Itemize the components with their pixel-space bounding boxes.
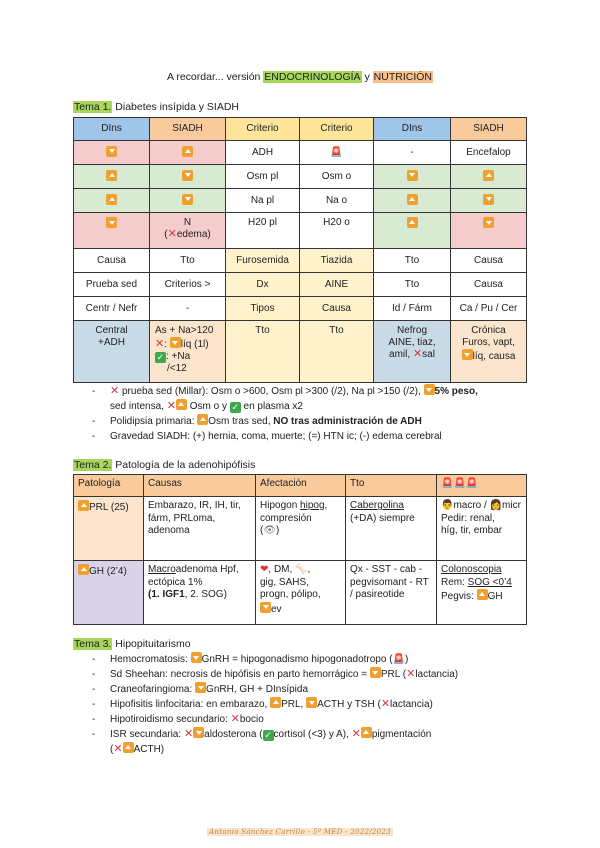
table-header-row [74,475,527,497]
cell-text: (1. IGF1 [148,589,185,600]
cell [74,561,144,625]
cell [150,165,226,189]
cell: H20 o [300,213,374,249]
item-text: GnRH = hipogonadismo hipogonadotropo ( [201,654,393,665]
down-arrow-icon [193,727,204,738]
cell: - [374,141,451,165]
cell [74,141,150,165]
tema3-heading [73,638,191,650]
cell-text: Pegvis: [441,591,477,602]
down-arrow-icon [483,217,494,228]
up-arrow-icon [106,194,117,205]
cell [256,497,346,561]
down-arrow-icon [370,667,381,678]
cell-text: Central [95,325,128,336]
cell-text: Nefrog [396,325,427,336]
cross-icon: ✕ [412,348,423,360]
item-text: Hipofisitis linfocitaria: en embarazo, [110,699,271,710]
cell: AINE [300,273,374,297]
cell-text: +ADH [98,337,125,348]
up-arrow-icon [361,727,372,738]
up-arrow-icon [270,697,281,708]
item-text: PRL ( [380,669,407,680]
up-arrow-icon [483,170,494,181]
cell-text: progn, pólipo, [260,589,321,600]
tema2-title: Patología de la adenohipófisis [112,459,256,471]
footer-credit [0,826,600,837]
item-text: ISR secundaria: [110,729,184,740]
cell-text: Macro [148,564,176,575]
cell-text: ( [260,525,264,536]
cell-text: Furos, vapt, [462,337,515,348]
cell: Tto [150,249,226,273]
table-row [74,297,527,321]
cell-text: ) [276,525,280,536]
item-text: GnRH, GH + DInsípida [206,684,309,695]
cell-text: /<12 [167,363,187,374]
cell-text: : [164,339,170,350]
up-arrow-icon [407,194,418,205]
up-arrow-icon [123,742,134,753]
tema1-title: Diabetes insípida y SIADH [112,101,240,113]
note-text: en plasma x2 [240,401,303,412]
item-text: lactancia) [415,669,459,680]
cell-text: sal [422,349,435,360]
table-row [74,497,527,561]
cell [150,321,226,383]
cell: Encefalop [451,141,527,165]
list-item [92,384,532,414]
table-row [74,249,527,273]
cross-icon: ✕ [113,743,123,755]
cell-text: N [183,217,192,228]
cell: Osm o [300,165,374,189]
cell [374,189,451,213]
note-text: Osm o y [186,401,230,412]
down-arrow-icon [260,602,271,613]
item-text: PRL, [281,699,307,710]
cell [374,213,451,249]
cross-icon: ✕ [110,385,120,397]
cell-text: Pedir: renal, [441,512,495,524]
check-icon: ✓ [264,730,272,740]
down-arrow-icon [424,384,435,395]
item-text: Hipotiroidismo secundario: [110,714,231,725]
footer-text: Antonio Sánchez Carrillo - 5º MED - 2022/2023 [209,828,391,836]
tema3-list [92,652,532,757]
cell-text: : +Na [166,351,191,362]
cell: ADH [226,141,300,165]
header-afectacion: Afectación [256,475,346,497]
cell-text: hipog [300,500,325,511]
cell: Tto [300,321,374,383]
tema1-heading [73,101,239,113]
cell-text: SOG <0’4 [467,576,512,588]
note-text: 5% peso, [434,386,478,397]
cell [374,321,451,383]
header-criterio: Criterio [300,118,374,141]
cross-icon: ✕ [167,228,177,240]
cell: Qx - SST - cab - pegvisomant - RT / pasireotide [346,561,437,625]
cell-text: ( [164,229,168,240]
item-text: aldosterona ( [204,729,263,740]
up-arrow-icon [176,399,187,410]
tema1-table [73,117,527,383]
cell-text: híg, tir, embar [441,525,503,536]
cell-text: macro / [453,500,490,511]
up-arrow-icon [477,589,488,600]
down-arrow-icon [195,682,206,693]
up-arrow-icon [182,146,193,157]
cell-text: AINE, tiaz, [388,337,436,348]
cell [74,321,150,383]
cell [150,189,226,213]
tema2-heading [73,459,255,471]
cell: Na o [300,189,374,213]
cell-text: Hipogon [260,500,301,511]
cell [451,213,527,249]
down-arrow-icon [462,349,473,360]
down-arrow-icon [106,146,117,157]
cell: Tto [374,273,451,297]
cross-icon: ✕ [230,713,240,725]
cross-icon: ✕ [380,698,391,710]
cell: Furosemida [226,249,300,273]
down-arrow-icon [106,217,117,228]
cell: Causa [300,297,374,321]
item-text: lactancia) [390,699,433,710]
list-item [92,727,532,757]
cell [144,561,256,625]
cell-text: , [307,564,311,575]
cell: Osm pl [226,165,300,189]
cross-icon: ✕ [166,400,176,412]
up-arrow-icon [78,500,89,511]
tema1-notes [92,384,532,444]
note-text: sed intensa, [110,401,167,412]
cell [374,165,451,189]
cell [74,497,144,561]
item-text: ( [110,744,114,755]
cell: Ca / Pu / Cer [451,297,527,321]
cross-icon: ✕ [351,728,361,740]
item-text: cortisol (<3) y A), [273,729,352,740]
up-arrow-icon [407,217,418,228]
cell [256,561,346,625]
down-arrow-icon [483,194,494,205]
cell: H20 pl [226,213,300,249]
cell: Tto [226,321,300,383]
bone-icon: 🦴 [295,564,308,575]
cell: Tto [374,249,451,273]
list-item [92,697,532,712]
tema2-tag: Tema 2. [74,459,112,471]
table-row [74,321,527,383]
header-alerts [437,475,527,497]
list-item [92,667,532,682]
cell [74,165,150,189]
item-text: Sd Sheehan: necrosis de hipófisis en parto hemorrágico = [110,669,370,680]
cell [150,141,226,165]
siren-icon: 🚨 [392,654,405,665]
cell-text: , DM, [268,564,296,575]
down-arrow-icon [182,170,193,181]
cell-text: Crónica [471,325,506,336]
item-text: ACTH) [133,744,165,755]
note-text: Polidipsia primaria: [110,416,198,427]
cell-text: GH [487,591,503,602]
cell: Centr / Nefr [74,297,150,321]
tema3-tag: Tema 3. [74,638,112,650]
cell [437,497,527,561]
siren-icon: 🚨 [330,146,343,158]
cross-icon: ✕ [155,338,165,350]
up-arrow-icon [78,564,89,575]
cell: Tiazida [300,249,374,273]
list-item [92,652,532,667]
down-arrow-icon [407,170,418,181]
cell: Prueba sed [74,273,150,297]
list-item: - Gravedad SIADH: (+) hernia, coma, muerte; (=) HTN ic; (-) edema cerebral [92,429,532,444]
header-dins: DIns [74,118,150,141]
check-icon: ✓ [231,402,239,412]
cell [300,141,374,165]
cell [451,165,527,189]
item-text: ) [405,654,409,665]
cell [451,189,527,213]
cell-text: Rem: [441,576,468,588]
header-causas: Causas [144,475,256,497]
cell [437,561,527,625]
cell-text: , compresión [260,500,328,524]
cell: Criterios > [150,273,226,297]
cell-text: PRL (25) [89,502,129,513]
cell [451,321,527,383]
header-patologia: Patología [74,475,144,497]
item-text: pigmentación [371,729,432,740]
down-arrow-icon [170,337,181,348]
header-criterio: Criterio [226,118,300,141]
table-row [74,189,527,213]
cell-text: líq, causa [472,351,516,362]
cell: Id / Fárm [374,297,451,321]
cell [74,213,150,249]
title-and: y [361,71,373,83]
list-item [92,414,532,429]
cell-text: GH (2’4) [89,566,127,577]
list-item [92,682,532,697]
table-row [74,273,527,297]
cell: Causa [451,273,527,297]
list-item [92,712,532,727]
cell-text: , 2. SOG) [184,589,227,600]
header-dins: DIns [374,118,451,141]
cell-text: líq (1l) [180,339,209,350]
cell: Na pl [226,189,300,213]
cell-text: gig, SAHS, [260,576,309,588]
note-text: NO tras administración de ADH [273,416,422,427]
cell-text: ev [271,603,282,615]
cell-text: amil, [389,349,413,360]
title-endocrinologia: ENDOCRINOLOGÍA [264,71,361,83]
table-row [74,141,527,165]
cell [346,497,437,561]
person-icon: 👁 [263,525,277,536]
down-arrow-icon [182,194,193,205]
cross-icon: ✕ [183,728,194,740]
item-text: Craneofaringioma: [110,684,196,695]
cell [74,189,150,213]
down-arrow-icon [306,697,317,708]
cell-text: adenoma Hpf, [175,564,239,575]
cell: Causa [74,249,150,273]
cell: Embarazo, IR, IH, tir, fárm, PRLoma, adenoma [144,497,256,561]
document-title [0,71,600,83]
cell-text: As + Na>120 [155,325,214,336]
check-icon: ✓ [156,352,165,362]
cell-text: edema) [176,229,211,240]
item-text: ACTH y TSH ( [317,699,381,710]
title-prefix: A recordar... versión [167,71,264,83]
note-text: Osm tras sed, [208,416,274,427]
siren-icon: 🚨🚨🚨 [441,478,479,489]
tema2-table [73,474,527,625]
cell [150,213,226,249]
woman-icon: 👩 [489,500,503,511]
note-text: prueba sed (Millar): Osm o >600, Osm pl >300 (/2), Na pl >150 (/2), [119,386,424,397]
title-nutricion: NUTRICIÓN [373,71,432,83]
cross-icon: ✕ [406,668,416,680]
cell-text: micr [502,500,521,511]
tema3-title: Hipopituitarismo [112,638,191,650]
up-arrow-icon [197,414,208,425]
cell: Causa [451,249,527,273]
cell-text: ectópica 1% [148,576,203,588]
item-text: bocio [239,714,264,725]
table-row [74,213,527,249]
header-siadh: SIADH [150,118,226,141]
heart-icon: ❤ [260,564,269,575]
cell: - [150,297,226,321]
up-arrow-icon [106,170,117,181]
table-row [74,561,527,625]
down-arrow-icon [191,652,202,663]
cell-text: (+DA) siempre [350,512,415,524]
cell: Tipos [226,297,300,321]
cell-text: Cabergolina [350,500,404,511]
cell-text: Colonoscopia [441,564,502,575]
header-tto: Tto [346,475,437,497]
tema1-tag: Tema 1. [74,101,112,113]
cell: Dx [226,273,300,297]
header-siadh: SIADH [451,118,527,141]
table-row [74,165,527,189]
table-header-row [74,118,527,141]
man-icon: 👨 [441,500,454,511]
item-text: Hemocromatosis: [110,654,191,665]
